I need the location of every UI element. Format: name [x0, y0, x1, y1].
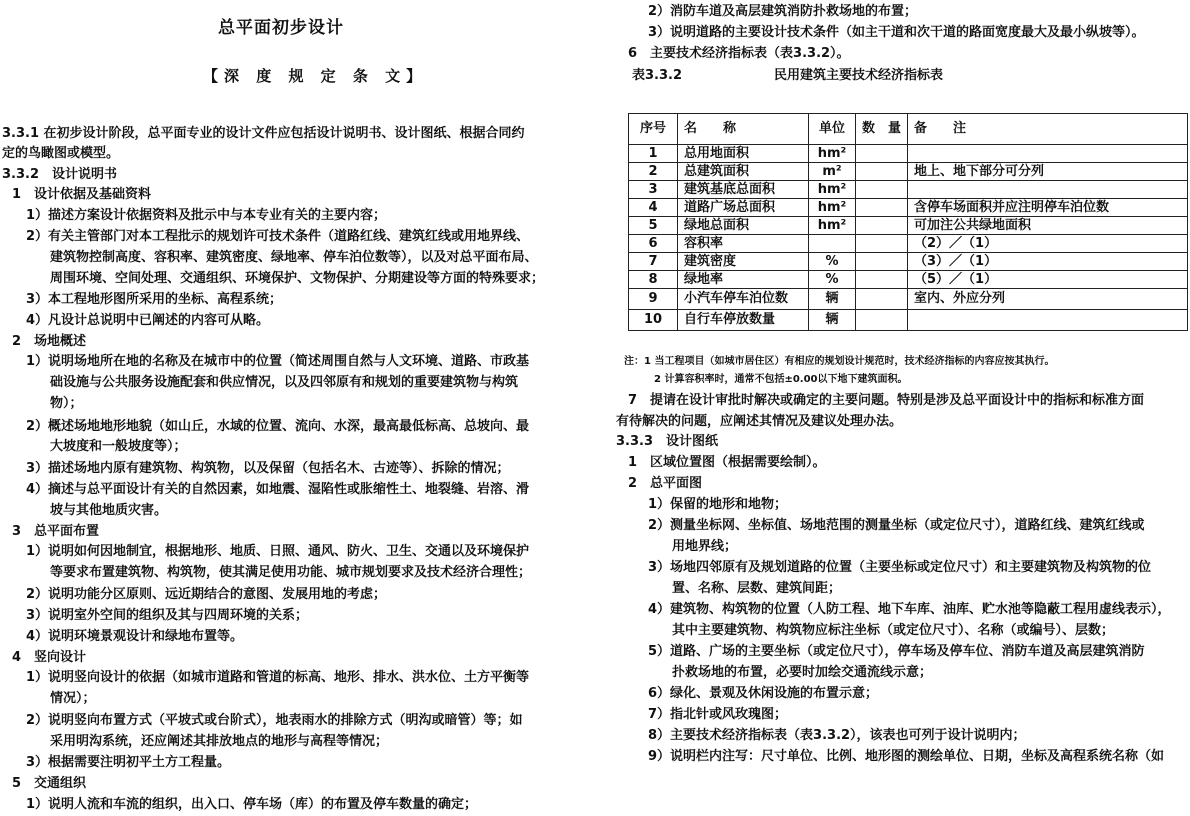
text-line: 3）说明道路的主要设计技术条件（如主干道和次干道的路面宽度最大及最小纵坡等）。 [648, 25, 1145, 40]
item-heading: 3 总平面布置 [12, 524, 100, 539]
text-line: 周围环境、空间处理、交通组织、环境保护、文物保护、分期建设等方面的特殊要求； [50, 271, 545, 286]
cell-quantity [856, 217, 908, 235]
text-line: 1）保留的地形和地物； [648, 497, 788, 512]
cell-index: 8 [629, 271, 678, 289]
cell-unit: hm² [809, 145, 856, 163]
section-heading: 3.3.2 设计说明书 [2, 167, 118, 182]
cell-quantity [856, 181, 908, 199]
cell-remark: （2）／（1） [908, 235, 1188, 253]
cell-name: 道路广场总面积 [678, 199, 809, 217]
cell-name: 建筑基底总面积 [678, 181, 809, 199]
text-line: 置、名称、层数、建筑间距； [672, 581, 842, 596]
header-index: 序号 [629, 114, 678, 145]
cell-unit [809, 235, 856, 253]
text-line: 2）概述场地地形地貌（如山丘，水域的位置、流向、水深，最高最低标高、总坡向、最 [26, 419, 530, 434]
text-line: 3）本工程地形图所采用的坐标、高程系统； [26, 292, 283, 307]
cell-remark [908, 181, 1188, 199]
cell-remark [908, 145, 1188, 163]
text-line: 7）指北针或风玫瑰图； [648, 707, 788, 722]
table-row [629, 181, 1188, 199]
text-line: 4）凡设计总说明中已阐述的内容可从略。 [26, 313, 270, 328]
text-line: 1）描述方案设计依据资料及批示中与本专业有关的主要内容； [26, 208, 387, 223]
text-line: 3）根据需要注明初平土方工程量。 [26, 755, 231, 770]
cell-name: 总建筑面积 [678, 163, 809, 181]
text-line: 2）消防车道及高层建筑消防扑救场地的布置； [648, 4, 918, 19]
cell-unit: m² [809, 163, 856, 181]
table-row [629, 199, 1188, 217]
table-note: 注：1 当工程项目（如城市居住区）有相应的规划设计规范时，技术经济指标的内容应按其执行。 [624, 356, 1055, 367]
table-row [629, 253, 1188, 271]
item-heading: 1 设计依据及基础资料 [12, 187, 152, 202]
text-line: 情况）； [50, 691, 96, 706]
text-line: 定的鸟瞰图或模型。 [2, 146, 120, 161]
text-line: 1）说明如何因地制宜，根据地形、地质、日照、通风、防火、卫生、交通以及环境保护 [26, 544, 530, 559]
cell-quantity [856, 310, 908, 331]
text-line: 础设施与公共服务设施配套和供应情况，以及四邻原有和规划的重要建筑物与构筑 [50, 375, 519, 390]
cell-quantity [856, 235, 908, 253]
cell-name: 绿地总面积 [678, 217, 809, 235]
page-title: 总平面初步设计 [218, 18, 344, 38]
text-line: 3）场地四邻原有及规划道路的位置（主要坐标或定位尺寸）和主要建筑物及构筑物的位 [648, 560, 1152, 575]
item-heading: 2 总平面图 [628, 476, 703, 491]
header-remark: 备 注 [908, 114, 1188, 145]
cell-unit: % [809, 271, 856, 289]
cell-unit: % [809, 253, 856, 271]
cell-unit: hm² [809, 199, 856, 217]
cell-remark: （3）／（1） [908, 253, 1188, 271]
cell-index: 4 [629, 199, 678, 217]
cell-unit: 辆 [809, 289, 856, 310]
cell-quantity [856, 253, 908, 271]
table-row [629, 271, 1188, 289]
text-line: 1）说明人流和车流的组织，出入口、停车场（库）的布置及停车数量的确定； [26, 797, 478, 812]
cell-name: 自行车停放数量 [678, 310, 809, 331]
cell-index: 5 [629, 217, 678, 235]
item-heading: 1 区域位置图（根据需要绘制）。 [628, 455, 826, 470]
text-line: 物）； [50, 396, 83, 411]
table-row [629, 289, 1188, 310]
cell-remark [908, 310, 1188, 331]
text-line: 等要求布置建筑物、构筑物，使其满足使用功能、城市规划要求及技术经济合理性； [50, 565, 532, 580]
table-header-row [629, 114, 1188, 145]
text-line: 3）说明室外空间的组织及其与四周环境的关系； [26, 608, 309, 623]
cell-name: 绿地率 [678, 271, 809, 289]
header-quantity: 数 量 [856, 114, 908, 145]
text-line: 9）说明栏内注写：尺寸单位、比例、地形图的测绘单位、日期，坐标及高程系统名称（如 [648, 749, 1165, 764]
text-line: 有待解决的问题，应阐述其情况及建议处理办法。 [616, 414, 903, 429]
section-heading: 3.3.3 设计图纸 [616, 434, 719, 449]
text-line: 1）说明场地所在地的名称及在城市中的位置（简述周围自然与人文环境、道路、市政基 [26, 354, 530, 369]
indicator-table [628, 113, 1188, 331]
text-line: 6）绿化、景观及休闲设施的布置示意； [648, 686, 879, 701]
cell-name: 建筑密度 [678, 253, 809, 271]
cell-unit: 辆 [809, 310, 856, 331]
text-line: 2）测量坐标网、坐标值、场地范围的测量坐标（或定位尺寸），道路红线、建筑红线或 [648, 518, 1145, 533]
header-unit: 单位 [809, 114, 856, 145]
text-line: 4）建筑物、构筑物的位置（人防工程、地下车库、油库、贮水池等隐蔽工程用虚线表示）， [648, 602, 1171, 617]
text-line: 5）道路、广场的主要坐标（或定位尺寸），停车场及停车位、消防车道及高层建筑消防 [648, 644, 1145, 659]
cell-name: 容积率 [678, 235, 809, 253]
text-line: 大坡度和一般坡度等）； [50, 439, 187, 454]
table-row [629, 145, 1188, 163]
cell-index: 10 [629, 310, 678, 331]
text-line: 2）有关主管部门对本工程批示的规划许可技术条件（道路红线、建筑红线或用地界线、 [26, 229, 530, 244]
cell-remark: 可加注公共绿地面积 [908, 217, 1188, 235]
cell-quantity [856, 271, 908, 289]
cell-remark: 地上、地下部分可分列 [908, 163, 1188, 181]
text-line: 建筑物控制高度、容积率、建筑密度、绿地率、停车泊位数等），以及对总平面布局、 [50, 250, 538, 265]
text-line: 坡与其他地质灾害。 [50, 503, 168, 518]
cell-quantity [856, 199, 908, 217]
text-line: 4）摘述与总平面设计有关的自然因素，如地震、湿陷性或胀缩性土、地裂缝、岩溶、滑 [26, 482, 530, 497]
table-caption: 民用建筑主要技术经济指标表 [774, 68, 944, 83]
table-row [629, 163, 1188, 181]
cell-remark: 室内、外应分列 [908, 289, 1188, 310]
cell-unit: hm² [809, 217, 856, 235]
cell-quantity [856, 163, 908, 181]
text-line: 8）主要技术经济指标表（表3.3.2），该表也可列于设计说明内； [648, 728, 1026, 743]
text-line: 2）说明功能分区原则、远近期结合的意图、发展用地的考虑； [26, 587, 387, 602]
text-line: 3）描述场地内原有建筑物、构筑物，以及保留（包括名木、古迹等）、拆除的情况； [26, 461, 510, 476]
text-line: 用地界线； [672, 539, 738, 554]
item-heading: 6 主要技术经济指标表（表3.3.2）。 [628, 46, 850, 61]
cell-index: 2 [629, 163, 678, 181]
cell-index: 1 [629, 145, 678, 163]
table-row [629, 310, 1188, 331]
header-name: 名 称 [678, 114, 809, 145]
cell-quantity [856, 289, 908, 310]
cell-index: 7 [629, 253, 678, 271]
cell-name: 总用地面积 [678, 145, 809, 163]
text-line: 7 提请在设计审批时解决或确定的主要问题。特别是涉及总平面设计中的指标和标准方面 [628, 393, 1145, 408]
text-line: 4）说明环境景观设计和绿地布置等。 [26, 629, 244, 644]
cell-index: 6 [629, 235, 678, 253]
cell-name: 小汽车停车泊位数 [678, 289, 809, 310]
text-line: 扑救场地的布置，必要时加绘交通流线示意； [672, 665, 933, 680]
text-line: 2）说明竖向布置方式（平坡式或台阶式），地表雨水的排除方式（明沟或暗管）等；如 [26, 713, 523, 728]
text-line: 采用明沟系统，还应阐述其排放地点的地形与高程等情况； [50, 734, 389, 749]
table-row [629, 235, 1188, 253]
table-note: 2 计算容积率时，通常不包括±0.00以下地下建筑面积。 [654, 374, 908, 385]
cell-remark: （5）／（1） [908, 271, 1188, 289]
item-heading: 5 交通组织 [12, 776, 87, 791]
cell-remark: 含停车场面积并应注明停车泊位数 [908, 199, 1188, 217]
section-subtitle: 【深 度 规 定 条 文】 [203, 67, 428, 85]
text-line: 其中主要建筑物、构筑物应标注坐标（或定位尺寸）、名称（或编号）、层数； [672, 623, 1115, 638]
cell-unit: hm² [809, 181, 856, 199]
cell-index: 3 [629, 181, 678, 199]
table-row [629, 217, 1188, 235]
item-heading: 4 竖向设计 [12, 650, 87, 665]
text-line: 1）说明竖向设计的依据（如城市道路和管道的标高、地形、排水、洪水位、土方平衡等 [26, 670, 530, 685]
item-heading: 2 场地概述 [12, 334, 87, 349]
text-line: 3.3.1 在初步设计阶段，总平面专业的设计文件应包括设计说明书、设计图纸、根据合同约 [2, 126, 525, 141]
cell-quantity [856, 145, 908, 163]
table-number: 表3.3.2 [632, 68, 683, 83]
cell-index: 9 [629, 289, 678, 310]
